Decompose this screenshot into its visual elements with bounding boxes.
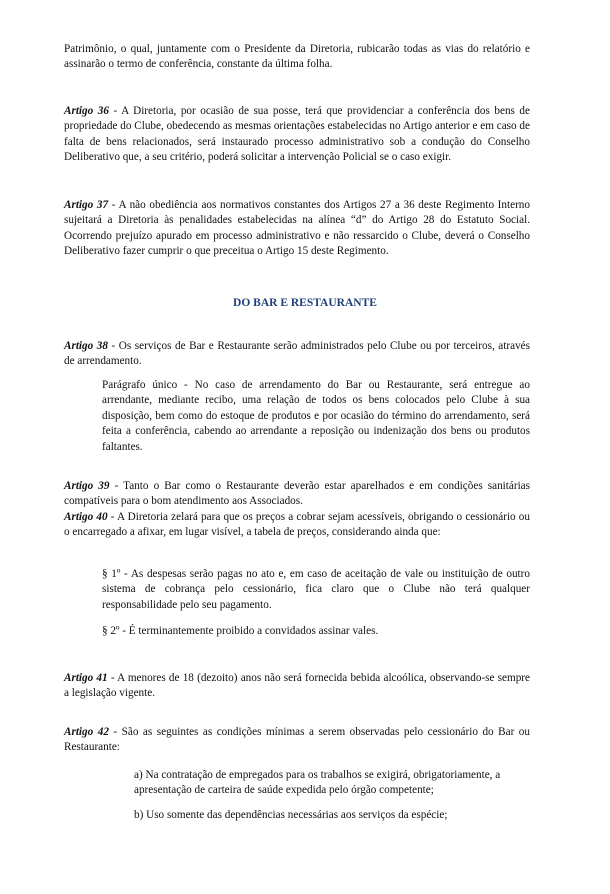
article-40-label: Artigo 40: [64, 511, 108, 523]
article-40-text: - A Diretoria zelará para que os preços a cobrar sejam acessíveis, obrigando o cessionário ou o encarregado a afixar, em lugar visível, a tabela de preços, considerando ainda que:: [64, 511, 530, 539]
section-heading: DO BAR E RESTAURANTE: [233, 297, 377, 309]
article-41-label: Artigo 41: [64, 672, 108, 684]
article-39-text: - Tanto o Bar como o Restaurante deverão estar aparelhados e em condições sanitárias compatíveis para o bom atendimento aos Associados.: [64, 480, 530, 508]
article-40-section-1: § 1º - As despesas serão pagas no ato e, em caso de aceitação de vale ou instituição de outro sistema de cobrança pelo cessionário, fica claro que o Clube não terá qualquer responsabilidade pelo seu pagamento.: [102, 568, 530, 611]
article-37-label: Artigo 37: [64, 199, 109, 211]
article-41: [64, 671, 530, 702]
article-42-label: Artigo 42: [64, 726, 109, 738]
article-42-text: - São as seguintes as condições mínimas a serem observadas pelo cessionário do Bar ou Restaurante:: [64, 726, 530, 754]
article-36: [64, 104, 530, 166]
article-39-label: Artigo 39: [64, 480, 110, 492]
article-42-item-a: a) Na contratação de empregados para os trabalhos se exigirá, obrigatoriamente, a apresentação de carteira de saúde expedida pelo órgão competente;: [134, 769, 501, 797]
article-36-label: Artigo 36: [64, 105, 109, 117]
article-38: [64, 339, 530, 370]
article-42-item-b: b) Uso somente das dependências necessárias aos serviços da espécie;: [134, 809, 448, 821]
intro-paragraph: Patrimônio, o qual, juntamente com o Presidente da Diretoria, rubicarão todas as vias do relatório e assinarão o termo de conferência, constante da última folha.: [64, 43, 530, 71]
article-38-paragrafo-unico: Parágrafo único - No caso de arrendamento do Bar ou Restaurante, será entregue ao arrendante, mediante recibo, uma relação de todos os bens colocados pelo Clube à sua disposição, bem como do estoque de produtos e por ocasião do término do arrendamento, será feita a conferência, cabendo ao arrendante a reposição ou indenização dos bens ou produtos faltantes.: [102, 379, 530, 453]
article-38-label: Artigo 38: [64, 340, 108, 352]
article-37: [64, 198, 530, 260]
article-39: [64, 479, 530, 510]
article-36-text: - A Diretoria, por ocasião de sua posse, terá que providenciar a conferência dos bens de propriedade do Clube, obedecendo as mesmas orientações estabelecidas no Artigo anterior e em caso de falta de bens relacionados, será instaurado processo administrativo sob a condução do Conselho Deliberativo que, a seu critério, poderá solicitar a intervenção Policial se o caso exigir.: [64, 105, 530, 164]
article-38-text: - Os serviços de Bar e Restaurante serão administrados pelo Clube ou por terceiros, através de arrendamento.: [64, 340, 530, 368]
article-42: [64, 725, 530, 756]
article-37-text: - A não obediência aos normativos constantes dos Artigos 27 a 36 deste Regimento Interno sujeitará a Diretoria às penalidades estabelecidas na alínea “d” do Artigo 28 do Estatuto Social. Ocorrendo prejuízo apurado em processo administrativo e não ressarcido o Clube, deverá o Conselho Deliberativo fazer cumprir o que preceitua o Artigo 15 deste Regimento.: [64, 199, 530, 258]
article-40-section-2: § 2º - É terminantemente proibido a convidados assinar vales.: [102, 625, 379, 637]
article-40: [64, 510, 530, 541]
article-41-text: - A menores de 18 (dezoito) anos não será fornecida bebida alcoólica, observando-se sempre a legislação vigente.: [64, 672, 530, 700]
